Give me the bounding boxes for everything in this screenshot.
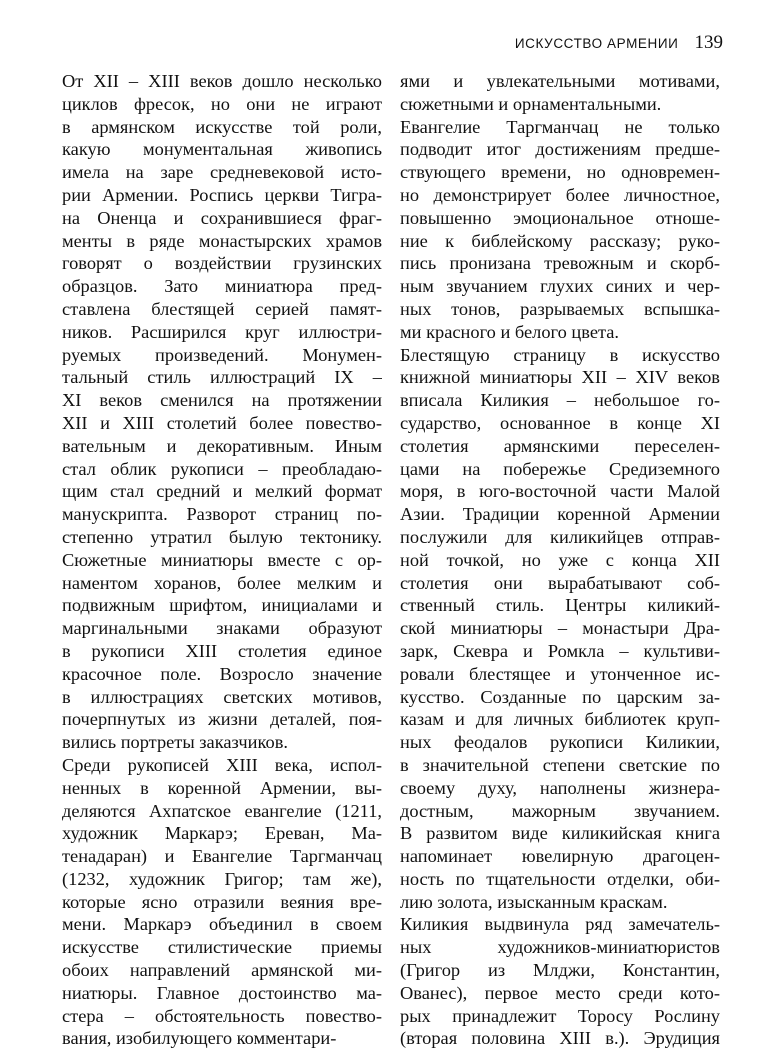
text-line: подводит итог достижениям предше-	[400, 139, 720, 160]
text-line: цами на побережье Средиземного	[400, 458, 720, 479]
running-head: ИСКУССТВО АРМЕНИИ	[514, 36, 679, 51]
text-line: щим стал средний и мелкий формат	[62, 481, 382, 502]
text-line: ской миниатюры – монастыри Дра-	[400, 618, 720, 639]
text-line: Киликия выдвинула ряд замечатель-	[400, 914, 720, 935]
text-line: столетия армянскими переселен-	[400, 435, 720, 456]
text-line: ственный стиль. Центры киликий-	[400, 595, 720, 616]
page-header	[515, 32, 723, 54]
text-line: повышенно эмоциональное отноше-	[400, 207, 720, 228]
text-line: рых принадлежит Торосу Рослину	[400, 1005, 720, 1026]
text-line: пись пронизана тревожным и скорб-	[400, 253, 720, 274]
text-line: ность по тщательности отделки, оби-	[400, 868, 720, 889]
text-line: вписала Киликия – небольшое го-	[400, 390, 720, 411]
text-line: Азии. Традиции коренной Армении	[400, 504, 720, 525]
text-line: (1232, художник Григор; там же),	[62, 868, 382, 889]
text-line: степенно утратил былую тектонику.	[62, 526, 382, 547]
text-line: достным, мажорным звучанием.	[400, 800, 720, 821]
text-line: ми красного и белого цвета.	[400, 321, 620, 342]
text-line: имела на заре средневековой исто-	[62, 162, 382, 183]
text-line: Евангелие Таргманчац не только	[400, 116, 720, 137]
text-line: рии Армении. Роспись церкви Тигра-	[62, 184, 382, 205]
text-line: которые ясно отразили веяния вре-	[62, 891, 382, 912]
text-line: XII и XIII столетий более повество-	[62, 412, 382, 433]
text-line: ровали блестящее и утонченное ис-	[400, 663, 720, 684]
text-line: циклов фресок, но они не играют	[62, 93, 382, 114]
text-line: в значительной степени светские по	[400, 754, 720, 775]
text-line: почерпнутых из жизни деталей, поя-	[62, 709, 382, 730]
text-line: В развитом виде киликийская книга	[400, 823, 720, 844]
text-line: зарк, Скевра и Ромкла – культиви-	[400, 640, 720, 661]
text-line: ями и увлекательными мотивами,	[400, 71, 720, 91]
text-line: стал облик рукописи – преобладаю-	[62, 458, 382, 479]
text-line: (вторая половина XIII в.). Эрудиция	[400, 1028, 720, 1049]
text-line: в армянском искусстве той роли,	[62, 116, 382, 137]
text-line: ненных в коренной Армении, вы-	[62, 777, 382, 798]
text-line: образцов. Зато миниатюра пред-	[62, 276, 382, 297]
text-line: сюжетными и орнаментальными.	[400, 93, 662, 114]
text-line: в рукописи XIII столетия единое	[62, 640, 382, 661]
text-line: ставлена блестящей серией памят-	[62, 298, 382, 319]
text-line: моря, в юго-восточной части Малой	[400, 481, 720, 502]
text-line: казам и для личных библиотек круп-	[400, 709, 720, 730]
text-line: ной точкой, но уже с конца XII	[400, 549, 720, 570]
text-line: Ованес), первое место среди кото-	[400, 982, 720, 1003]
page-number: 139	[694, 32, 723, 53]
text-line: ных тонов, разрываемых вспышка-	[400, 298, 720, 319]
text-line: наментом хоранов, более мелким и	[62, 572, 382, 593]
text-line: но демонстрирует более личностное,	[400, 184, 720, 205]
text-line: ным звучанием глухих синих и чер-	[400, 276, 720, 297]
text-line: деляются Ахпатское евангелие (1211,	[62, 800, 382, 821]
text-line: XI веков сменился на протяжении	[62, 390, 382, 411]
text-line: менты в ряде монастырских храмов	[62, 230, 382, 251]
text-line: сударство, основанное в конце XI	[400, 412, 720, 433]
text-line: на Оненца и сохранившиеся фраг-	[62, 207, 382, 228]
text-line: подвижным шрифтом, инициалами и	[62, 595, 382, 616]
text-line: Среди рукописей XIII века, испол-	[62, 754, 382, 775]
text-line: вательным и декоративным. Иным	[62, 435, 382, 456]
text-line: (Григор из Млджи, Константин,	[400, 960, 720, 981]
left-text-column	[62, 70, 382, 1050]
text-line: ников. Расширился круг иллюстри-	[62, 321, 382, 342]
text-line: ных художников-миниатюристов	[400, 937, 720, 958]
text-line: Сюжетные миниатюры вместе с ор-	[62, 549, 382, 570]
text-line: ние к библейскому рассказу; руко-	[400, 230, 720, 251]
text-line: ных феодалов рукописи Киликии,	[400, 732, 720, 753]
text-line: в иллюстрациях светских мотивов,	[62, 686, 382, 707]
text-line: красочное поле. Возросло значение	[62, 663, 382, 684]
right-text-column	[400, 70, 720, 1050]
text-line: искусстве стилистические приемы	[62, 937, 382, 958]
text-line: говорят о воздействии грузинских	[62, 253, 382, 274]
text-line: манускрипта. Разворот страниц по-	[62, 504, 382, 525]
text-line: маргинальными знаками образуют	[62, 618, 382, 639]
text-line: стера – обстоятельность повество-	[62, 1005, 382, 1026]
text-line: От XII – XIII веков дошло несколько	[62, 71, 382, 91]
text-line: тальный стиль иллюстраций IX –	[62, 367, 382, 388]
text-line: своему духу, наполнены жизнера-	[400, 777, 720, 798]
text-line: столетия они вырабатывают соб-	[400, 572, 720, 593]
text-line: напоминает ювелирную драгоцен-	[400, 846, 720, 867]
text-line: вились портреты заказчиков.	[62, 732, 289, 753]
text-line: ниатюры. Главное достоинство ма-	[62, 982, 382, 1003]
text-line: книжной миниатюры XII – XIV веков	[400, 367, 720, 388]
text-line: какую монументальная живопись	[62, 139, 382, 160]
text-line: руемых произведений. Монумен-	[62, 344, 382, 365]
text-line: послужили для киликийцев отправ-	[400, 526, 720, 547]
text-line: кусство. Созданные по царским за-	[400, 686, 720, 707]
text-line: ствующего времени, но одновремен-	[400, 162, 720, 183]
text-line: художник Маркарэ; Ереван, Ма-	[62, 823, 382, 844]
text-line: вания, изобилующего комментари-	[62, 1028, 337, 1049]
text-line: обоих направлений армянской ми-	[62, 960, 382, 981]
text-line: Блестящую страницу в искусство	[400, 344, 720, 365]
text-line: лию золота, изысканным краскам.	[400, 891, 668, 912]
text-line: тенадаран) и Евангелие Таргманчац	[62, 846, 382, 867]
text-line: мени. Маркарэ объединил в своем	[62, 914, 382, 935]
